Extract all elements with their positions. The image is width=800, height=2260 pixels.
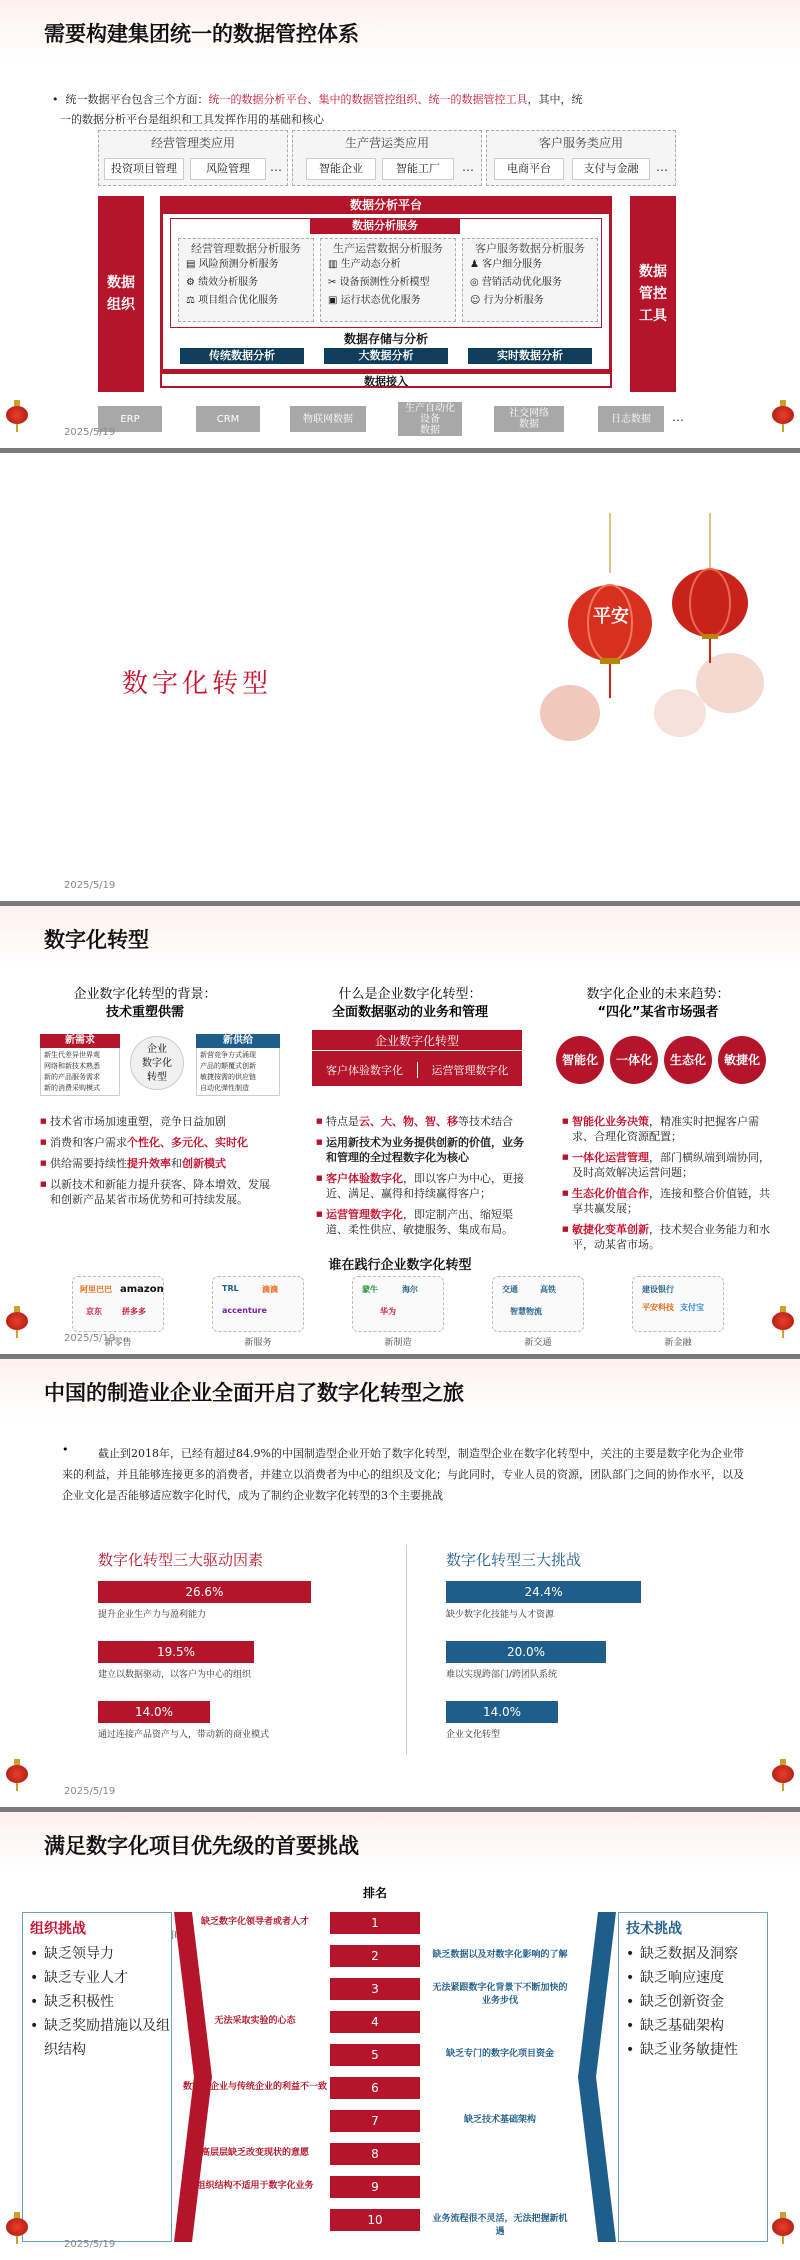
lantern-icon — [772, 1765, 794, 1783]
need-items — [44, 1050, 100, 1094]
brand-logo: 海尔 — [402, 1285, 418, 1294]
list-item: • 缺乏领导力 — [30, 1942, 170, 1966]
list-item: ■ 智能化业务决策，精准实时把握客户需求、合理化资源配置； — [562, 1114, 772, 1144]
logo-label: 新制造 — [384, 1338, 412, 1348]
tech-challenge-text: 缺乏数据以及对数字化影响的了解 — [432, 1950, 568, 1960]
list-item: ■ 客户体验数字化，即以客户为中心，更接近、满足、赢得和持续赢得客户； — [316, 1171, 526, 1201]
brand-logo: TRL — [222, 1284, 239, 1293]
slide-date: 2025/5/19 — [64, 2239, 116, 2250]
logo-label: 新服务 — [244, 1338, 272, 1348]
supply-item: 自动化弹性制造 — [200, 1084, 249, 1092]
bar: 19.5% — [98, 1641, 254, 1663]
need-item: 新生代差异世界观 — [44, 1051, 100, 1059]
list-item: • 缺乏积极性 — [30, 1990, 170, 2014]
supply-item: 新营竞争方式涌现 — [200, 1051, 256, 1059]
col3-heading-line2: “四化”某省市场强者 — [597, 1005, 719, 1020]
org-challenge-text: 组织结构不适用于数字化业务 — [196, 2181, 314, 2191]
slide-section-cover — [0, 453, 800, 901]
need-label: 新需求 — [40, 1034, 120, 1048]
service-item: ▤ 风险预测分析服务 — [186, 259, 279, 270]
app-item: 智能企业 — [306, 158, 376, 180]
list-item: • 缺乏创新资金 — [626, 1990, 766, 2014]
col1-list — [40, 1114, 280, 1213]
app-item: 智能工厂 — [382, 158, 454, 180]
lantern-character: 平安 — [593, 606, 629, 627]
brand-logo: 滴滴 — [262, 1285, 278, 1294]
slide-date: 2025/5/19 — [64, 880, 116, 891]
lanterns-decoration — [530, 513, 780, 773]
brand-logo: 交通 — [502, 1285, 518, 1294]
trend-circle: 生态化 — [664, 1036, 712, 1084]
list-item: ■ 敏捷化变革创新，技术契合业务能力和水平，动某省市场。 — [562, 1222, 772, 1252]
col1-heading — [30, 986, 260, 1022]
lantern-icon — [6, 1765, 28, 1783]
brand-logo: amazon — [120, 1284, 164, 1295]
intro-highlight: 统一的数据分析平台、集中的数据管控组织、统一的数据管控工具 — [208, 93, 528, 106]
rank-box: 5 — [330, 2044, 420, 2066]
supply-items — [200, 1050, 256, 1094]
app-item: 电商平台 — [494, 158, 564, 180]
service-item: ◎ 营销活动优化服务 — [470, 277, 562, 288]
bar-label: 企业文化转型 — [446, 1730, 501, 1740]
list-item: • 缺乏数据及洞察 — [626, 1942, 766, 1966]
tools-icon: ✂ — [328, 277, 340, 288]
data-source: 生产自动化 设备 数据 — [398, 402, 462, 436]
rank-box: 9 — [330, 2176, 420, 2198]
list-item: ■ 运用新技术为业务提供创新的价值，业务和管理的全过程数字化为核心 — [316, 1135, 526, 1165]
app-group-title: 客户服务类应用 — [538, 136, 623, 150]
service-item: ▣ 运行状态优化服务 — [328, 295, 421, 306]
bar-label: 难以实现跨部门/跨团队系统 — [446, 1670, 558, 1680]
trend-circle: 一体化 — [610, 1036, 658, 1084]
brand-logo: 拼多多 — [122, 1307, 146, 1316]
lantern-icon — [772, 2218, 794, 2236]
slide-date: 2025/5/19 — [64, 1786, 116, 1797]
tech-panel-list — [626, 1942, 766, 2062]
slide-date: 2025/5/19 — [64, 1333, 116, 1344]
lantern-icon — [6, 1312, 28, 1330]
slide-title: 满足数字化项目优先级的首要挑战 — [44, 1834, 359, 1858]
rank-box: 2 — [330, 1945, 420, 1967]
slide-priority-challenges — [0, 1812, 800, 2260]
storage-item: 传统数据分析 — [180, 348, 304, 364]
slide-date: 2025/5/19 — [64, 427, 116, 438]
rank-box: 7 — [330, 2110, 420, 2132]
users-icon: ♟ — [470, 259, 483, 270]
bar-label: 通过连接产品资产与人，带动新的商业模式 — [98, 1730, 270, 1740]
rank-box: 6 — [330, 2077, 420, 2099]
trend-circle: 敏捷化 — [718, 1036, 766, 1084]
center-circle: 企业 数字化 转型 — [130, 1036, 184, 1090]
brand-logo: 京东 — [86, 1307, 102, 1316]
list-item: • 缺乏响应速度 — [626, 1966, 766, 1990]
logo-label: 新金融 — [664, 1338, 692, 1348]
bar: 26.6% — [98, 1581, 311, 1603]
supply-item: 产品的颠覆式创新 — [200, 1062, 256, 1070]
target-icon: ◎ — [470, 277, 482, 288]
list-item: ■ 生态化价值合作，连接和整合价值链，共享共赢发展； — [562, 1186, 772, 1216]
monitor-icon: ▣ — [328, 295, 341, 306]
org-challenge-text: 缺乏数字化领导者或者人才 — [200, 1917, 309, 1927]
brand-logo: 蒙牛 — [362, 1285, 378, 1294]
who-heading: 谁在践行企业数字化转型 — [328, 1258, 472, 1273]
bar: 14.0% — [446, 1701, 558, 1723]
service-items — [186, 256, 279, 310]
brand-logo: 阿里巴巴 — [80, 1285, 112, 1294]
person-icon: ☺ — [470, 295, 484, 306]
ellipsis: … — [462, 160, 474, 174]
right-chart-title: 数字化转型三大挑战 — [446, 1551, 582, 1569]
rank-box: 1 — [330, 1912, 420, 1934]
service-group-title: 经营管理数据分析服务 — [191, 242, 301, 255]
data-source: 社交网络 数据 — [494, 406, 564, 432]
service-item: ▥ 生产动态分析 — [328, 259, 401, 270]
slide-digital-transformation — [0, 906, 800, 1354]
rank-box: 10 — [330, 2209, 420, 2231]
chart-icon: ▥ — [328, 259, 341, 270]
ellipsis: … — [672, 410, 684, 424]
service-group-title: 生产运营数据分析服务 — [333, 242, 443, 255]
chart-icon: ▤ — [186, 259, 199, 270]
lantern-icon — [772, 406, 794, 424]
bullet: • — [62, 1443, 69, 1456]
brand-logo: 建设银行 — [642, 1285, 674, 1294]
service-items — [470, 256, 562, 310]
service-item: ✂ 设备预测性分析模型 — [328, 277, 430, 288]
brand-logo: accenture — [222, 1306, 267, 1315]
service-item: ⚖ 项目组合优化服务 — [186, 295, 279, 306]
supply-label: 新供给 — [196, 1034, 280, 1048]
section-title: 数字化转型 — [122, 669, 273, 699]
org-panel-title: 组织挑战 — [30, 1921, 86, 1937]
org-panel-list — [30, 1942, 170, 2062]
lantern-icon — [6, 406, 28, 424]
tech-challenge-text: 缺乏技术基础架构 — [463, 2115, 536, 2125]
service-item: ☺ 行为分析服务 — [470, 295, 544, 306]
need-item: 新的产品服务需求 — [44, 1073, 100, 1081]
data-source: CRM — [196, 406, 260, 432]
slide-title: 需要构建集团统一的数据管控体系 — [44, 22, 359, 46]
list-item: ■ 一体化运营管理，部门横纵端到端协同，及时高效解决运营问题； — [562, 1150, 772, 1180]
org-challenge-text: 高层层缺乏改变现状的意愿 — [200, 2148, 309, 2158]
service-item: ⚙ 绩效分析服务 — [186, 277, 259, 288]
left-chevron — [174, 1912, 214, 2242]
data-organization: 数据 组织 — [98, 196, 144, 392]
lantern-icon — [772, 1312, 794, 1330]
app-group-title: 经营管理类应用 — [150, 136, 235, 150]
tech-panel-title: 技术挑战 — [626, 1921, 682, 1937]
slide-title: 数字化转型 — [44, 928, 149, 952]
data-source: 物联网数据 — [290, 406, 366, 432]
slide-data-governance — [0, 0, 800, 448]
col3-heading — [548, 986, 768, 1022]
brand-logo: 支付宝 — [680, 1303, 704, 1312]
org-challenge-text: 无法采取实验的心态 — [214, 2016, 296, 2026]
list-item: ■ 特点是云、大、物、智、移等技术结合 — [316, 1114, 526, 1129]
list-item: • 缺乏业务敏捷性 — [626, 2038, 766, 2062]
rank-label: 排名 — [362, 1886, 387, 1900]
list-item: ■ 消费和客户需求个性化、多元化、实时化 — [40, 1135, 280, 1150]
org-challenge-text: 数字化企业与传统企业的利益不一致 — [182, 2082, 327, 2092]
col1-heading-line2: 技术重塑供需 — [105, 1005, 184, 1020]
bar: 20.0% — [446, 1641, 606, 1663]
list-item: ■ 以新技术和新能力提升获客、降本增效、发展和创新产品某省市场优势和可持续发展。 — [40, 1177, 280, 1207]
app-item: 风险管理 — [190, 158, 266, 180]
ingest-bar: 数据接入 — [160, 372, 612, 388]
list-item: ■ 运营管理数字化，即定制产出、缩短渠道、柔性供应、敏捷服务、集成布局。 — [316, 1207, 526, 1237]
bar-label: 提升企业生产力与盈利能力 — [98, 1610, 207, 1620]
brand-logo: 平安科技 — [642, 1303, 674, 1312]
scale-icon: ⚖ — [186, 295, 199, 306]
app-item: 支付与金融 — [572, 158, 650, 180]
slide-manufacturing — [0, 1359, 800, 1807]
intro-suffix: ，其中，统 — [527, 93, 583, 106]
platform-title: 数据分析平台 — [160, 196, 612, 214]
tech-challenge-text: 无法紧跟数字化背景下不断加快的业务步伐 — [432, 1983, 568, 2006]
rank-box: 4 — [330, 2011, 420, 2033]
list-item: • 缺乏奖励措施以及组织结构 — [30, 2014, 170, 2062]
gear-icon: ⚙ — [186, 277, 199, 288]
service-title: 数据分析服务 — [310, 218, 460, 234]
storage-title: 数据存储与分析 — [343, 332, 428, 346]
list-item: • 缺乏专业人才 — [30, 1966, 170, 1990]
storage-item: 大数据分析 — [324, 348, 448, 364]
brand-logo: 华为 — [380, 1307, 396, 1316]
intro-line2: 一的数据分析平台是组织和工具发挥作用的基础和核心 — [60, 113, 324, 126]
lantern-icon — [6, 2218, 28, 2236]
list-item: • 缺乏基础架构 — [626, 2014, 766, 2038]
app-item: 投资项目管理 — [104, 158, 184, 180]
data-source: ERP — [98, 406, 162, 432]
right-chevron — [576, 1912, 616, 2242]
data-governance-tools: 数据 管控 工具 — [630, 196, 676, 392]
chart-divider — [406, 1545, 407, 1755]
col2-box-title: 企业数字化转型 — [374, 1034, 459, 1048]
rank-box: 8 — [330, 2143, 420, 2165]
ellipsis: … — [270, 160, 282, 174]
ellipsis: … — [656, 160, 668, 174]
list-item: ■ 技术省市场加速重塑，竞争日益加剧 — [40, 1114, 280, 1129]
intro-paragraph: 截止到2018年，已经有超过84.9%的中国制造型企业开始了数字化转型，制造型企业在数字化转型中，关注的主要是数字化为企业带来的利益，并且能够连接更多的消费者，并建立以消费者为中心的组织及文化；与此同时，专业人员的资源，团队部门之间的协作水平，以及企业文化是否能够适应数字化时代，成为了制约企业数字化转型的3个主要挑战 — [62, 1447, 744, 1502]
tech-challenge-text: 业务流程很不灵活，无法把握新机遇 — [432, 2214, 568, 2237]
col2-heading — [300, 986, 520, 1022]
slide-title: 中国的制造业企业全面开启了数字化转型之旅 — [44, 1381, 464, 1405]
service-item: ♟ 客户细分服务 — [470, 259, 543, 270]
col2-heading-line1: 什么是企业数字化转型： — [338, 987, 482, 1002]
col3-heading-line1: 数字化企业的未来趋势： — [586, 987, 730, 1002]
col2-heading-line2: 全面数据驱动的业务和管理 — [331, 1005, 488, 1020]
tech-challenge-text: 缺乏专门的数字化项目资金 — [445, 2049, 554, 2059]
logo-label: 新零售 — [104, 1338, 132, 1348]
need-item: 新的消费采购模式 — [44, 1084, 100, 1092]
col2-list — [316, 1114, 526, 1243]
logo-label: 新交通 — [524, 1338, 552, 1348]
col3-list — [562, 1114, 772, 1258]
app-group-title: 生产营运类应用 — [344, 136, 429, 150]
storage-item: 实时数据分析 — [468, 348, 592, 364]
bar: 14.0% — [98, 1701, 210, 1723]
bar-label: 建立以数据驱动，以客户为中心的组织 — [98, 1670, 252, 1680]
rank-box: 3 — [330, 1978, 420, 2000]
bullet: • — [52, 93, 66, 106]
col2-sub1: 客户体验数字化 — [326, 1064, 403, 1077]
service-group-title: 客户服务数据分析服务 — [475, 242, 585, 255]
col1-heading-line1: 企业数字化转型的背景： — [73, 987, 217, 1002]
col2-sub2: 运营管理数字化 — [417, 1062, 522, 1078]
left-chart-title: 数字化转型三大驱动因素 — [98, 1551, 264, 1569]
intro-text — [52, 90, 752, 130]
brand-logo: 高铁 — [540, 1285, 556, 1294]
intro-prefix: 统一数据平台包含三个方面： — [65, 93, 209, 106]
need-item: 网络和新技术熟悉 — [44, 1062, 100, 1070]
bar: 24.4% — [446, 1581, 641, 1603]
brand-logo: 智慧物流 — [510, 1307, 542, 1316]
data-source: 日志数据 — [598, 406, 664, 432]
trend-circle: 智能化 — [556, 1036, 604, 1084]
col2-divider — [312, 1050, 522, 1051]
supply-item: 敏捷按需的供应链 — [200, 1073, 256, 1081]
list-item: ■ 供给需要持续性提升效率和创新模式 — [40, 1156, 280, 1171]
bar-label: 缺少数字化技能与人才资源 — [446, 1610, 555, 1620]
service-items — [328, 256, 430, 310]
